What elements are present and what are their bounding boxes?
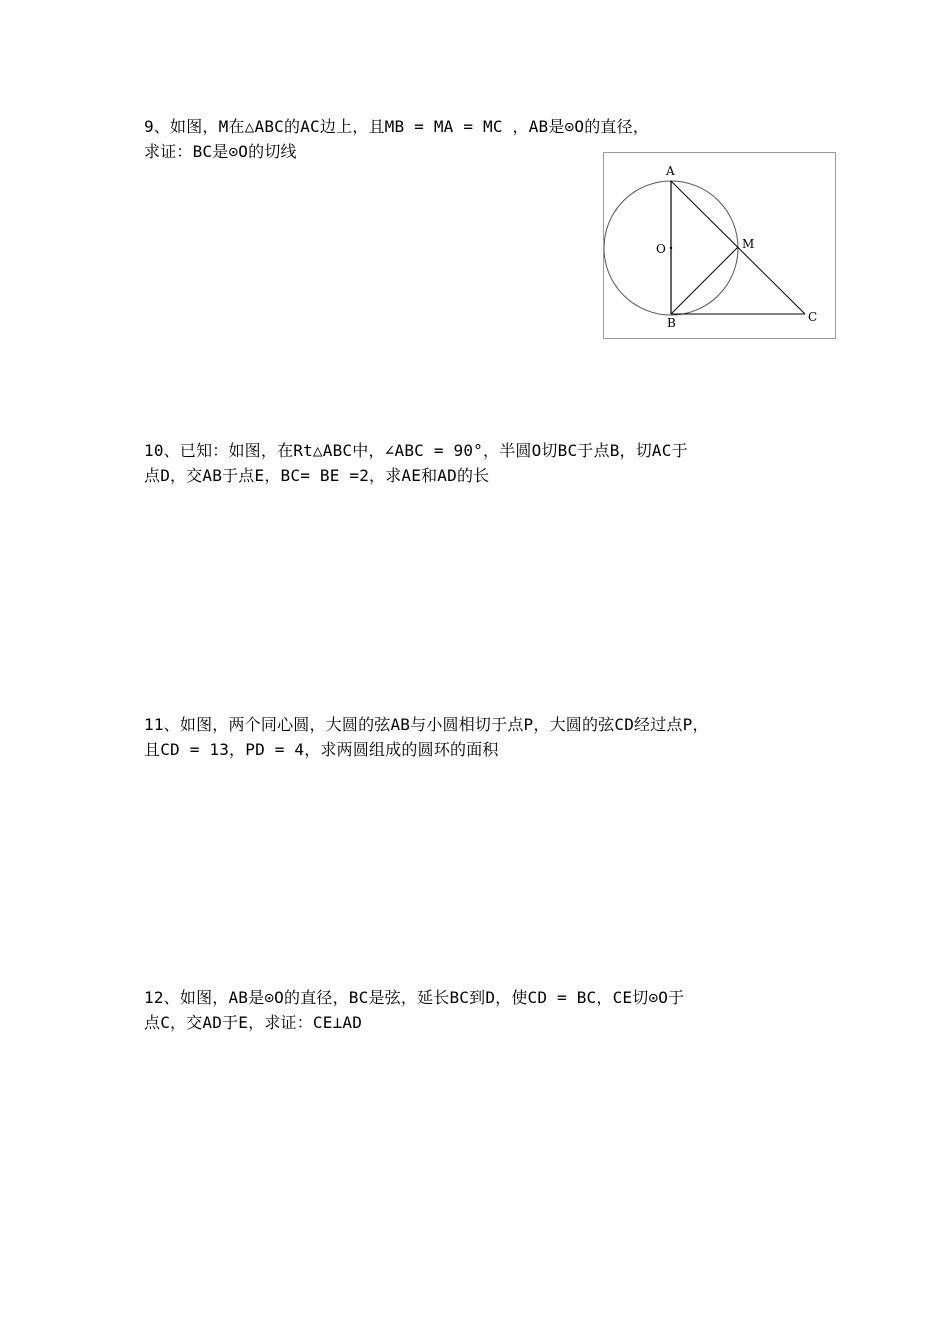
label-o: O bbox=[656, 242, 666, 256]
problem-11-line-2: 且CD = 13，PD = 4，求两圆组成的圆环的面积 bbox=[144, 740, 499, 759]
geometry-diagram bbox=[604, 153, 837, 340]
problem-10 bbox=[144, 438, 824, 488]
problem-12 bbox=[144, 985, 824, 1035]
problem-12-line-1: 12、如图，AB是⊙O的直径，BC是弦，延长BC到D，使CD = BC，CE切⊙O于 bbox=[144, 988, 685, 1007]
problem-11 bbox=[144, 712, 824, 762]
problem-10-line-1: 10、已知：如图，在Rt△ABC中，∠ABC = 90°，半圆O切BC于点B，切AC于 bbox=[144, 441, 688, 460]
problem-9-line-1: 9、如图，M在△ABC的AC边上，且MB = MA = MC ，AB是⊙O的直径， bbox=[144, 117, 650, 136]
label-a: A bbox=[666, 164, 675, 178]
problem-12-line-2: 点C，交AD于E，求证：CE⊥AD bbox=[144, 1013, 363, 1032]
segment-bm bbox=[671, 247, 738, 314]
point-o bbox=[670, 247, 672, 249]
problem-10-line-2: 点D，交AB于点E，BC= BE =2，求AE和AD的长 bbox=[144, 466, 490, 485]
label-c: C bbox=[808, 310, 818, 324]
problem-9-figure bbox=[603, 152, 836, 339]
label-m: M bbox=[742, 237, 755, 251]
problem-11-line-1: 11、如图，两个同心圆，大圆的弦AB与小圆相切于点P，大圆的弦CD经过点P， bbox=[144, 715, 709, 734]
problem-9-line-2: 求证：BC是⊙O的切线 bbox=[144, 142, 297, 161]
label-b: B bbox=[667, 316, 676, 330]
